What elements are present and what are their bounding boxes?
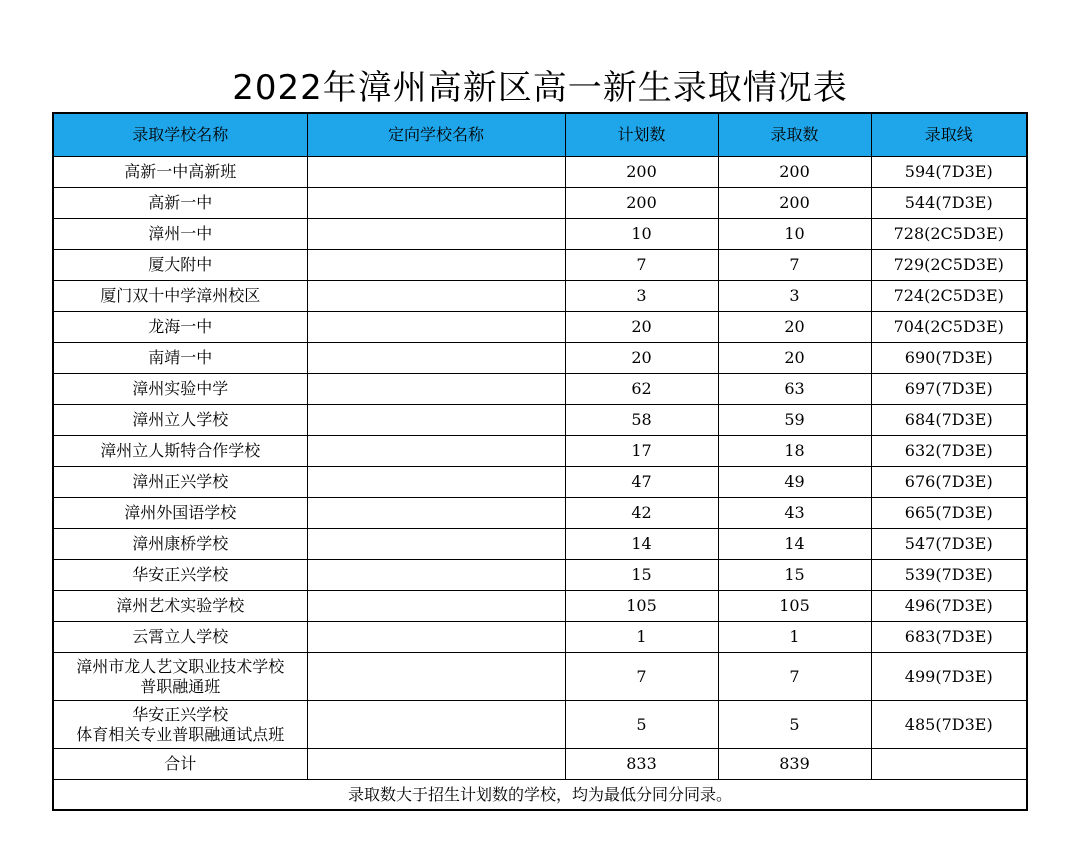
table-row [53,219,1027,250]
cell-school [53,498,307,529]
cell-admitted: 18 [718,436,871,467]
table-row [53,312,1027,343]
cell-line-score: 496(7D3E) [871,591,1027,622]
cell-target-school [307,250,565,281]
cell-target-school [307,529,565,560]
school-name-line: 高新一中高新班 [124,162,237,181]
table-row [53,343,1027,374]
cell-target-school [307,157,565,188]
cell-school [53,250,307,281]
table-row [53,467,1027,498]
cell-plan: 3 [565,281,718,312]
cell-admitted: 5 [718,701,871,749]
cell-admitted: 10 [718,219,871,250]
cell-school [53,343,307,374]
table-row [53,188,1027,219]
cell-school [53,560,307,591]
page-title: 2022年漳州高新区高一新生录取情况表 [232,68,848,108]
table-row [53,281,1027,312]
cell-target-school [307,436,565,467]
cell-plan: 15 [565,560,718,591]
school-name-line: 南靖一中 [148,348,213,367]
total-row [53,749,1027,780]
cell-target-school [307,498,565,529]
table-row [53,498,1027,529]
cell-admitted: 1 [718,622,871,653]
school-name-line: 厦门双十中学漳州校区 [100,286,261,305]
table-row [53,157,1027,188]
header-admitted: 录取数 [718,113,871,157]
cell-plan: 20 [565,343,718,374]
cell-target-school [307,591,565,622]
total-plan: 833 [565,749,718,780]
cell-school [53,653,307,701]
cell-target-school [307,701,565,749]
table-row [53,529,1027,560]
school-name-line: 漳州立人斯特合作学校 [100,441,261,460]
table-header-row [53,113,1027,157]
cell-school [53,219,307,250]
school-name-line: 华安正兴学校 [132,565,229,584]
cell-admitted: 200 [718,188,871,219]
cell-plan: 1 [565,622,718,653]
cell-line-score: 729(2C5D3E) [871,250,1027,281]
cell-target-school [307,312,565,343]
total-label: 合计 [53,749,307,780]
cell-admitted: 49 [718,467,871,498]
cell-line-score: 704(2C5D3E) [871,312,1027,343]
cell-admitted: 3 [718,281,871,312]
cell-line-score: 485(7D3E) [871,701,1027,749]
cell-line-score: 544(7D3E) [871,188,1027,219]
cell-target-school [307,374,565,405]
cell-line-score: 724(2C5D3E) [871,281,1027,312]
cell-school [53,701,307,749]
cell-admitted: 63 [718,374,871,405]
cell-line-score: 539(7D3E) [871,560,1027,591]
cell-line-score: 547(7D3E) [871,529,1027,560]
school-name-line: 漳州外国语学校 [124,503,237,522]
school-name-line: 高新一中 [148,193,213,212]
cell-school [53,188,307,219]
cell-admitted: 20 [718,312,871,343]
school-name-line: 体育相关专业普职融通试点班 [76,724,285,744]
school-name-line: 漳州实验中学 [132,379,229,398]
cell-target-school [307,653,565,701]
cell-school [53,622,307,653]
cell-plan: 7 [565,250,718,281]
school-name-line: 华安正兴学校 [132,704,229,724]
table-row [53,653,1027,701]
table-row [53,250,1027,281]
cell-plan: 20 [565,312,718,343]
note-row [53,780,1027,811]
cell-line-score: 499(7D3E) [871,653,1027,701]
table-row [53,701,1027,749]
cell-line-score: 665(7D3E) [871,498,1027,529]
table-body [53,157,1027,811]
cell-line-score: 594(7D3E) [871,157,1027,188]
cell-target-school [307,281,565,312]
school-name-line: 漳州艺术实验学校 [116,596,245,615]
cell-line-score: 690(7D3E) [871,343,1027,374]
table-row [53,560,1027,591]
cell-admitted: 105 [718,591,871,622]
cell-admitted: 20 [718,343,871,374]
cell-school [53,312,307,343]
total-line [871,749,1027,780]
cell-admitted: 15 [718,560,871,591]
total-admitted: 839 [718,749,871,780]
table-row [53,374,1027,405]
cell-plan: 47 [565,467,718,498]
cell-plan: 5 [565,701,718,749]
school-name-line: 漳州市龙人艺文职业技术学校 [76,656,285,676]
cell-plan: 7 [565,653,718,701]
cell-plan: 42 [565,498,718,529]
school-name-line: 漳州正兴学校 [132,472,229,491]
header-plan: 计划数 [565,113,718,157]
cell-plan: 105 [565,591,718,622]
header-target-school: 定向学校名称 [307,113,565,157]
cell-line-score: 632(7D3E) [871,436,1027,467]
table-row [53,405,1027,436]
school-name-line: 漳州一中 [148,224,213,243]
cell-target-school [307,560,565,591]
total-target [307,749,565,780]
cell-admitted: 43 [718,498,871,529]
cell-target-school [307,188,565,219]
cell-admitted: 14 [718,529,871,560]
school-name-line: 漳州立人学校 [132,410,229,429]
cell-target-school [307,467,565,498]
school-name-line: 普职融通班 [140,676,221,696]
school-name-line: 云霄立人学校 [132,627,229,646]
cell-admitted: 7 [718,653,871,701]
cell-plan: 10 [565,219,718,250]
cell-target-school [307,405,565,436]
cell-school [53,157,307,188]
school-name-line: 厦大附中 [148,255,213,274]
cell-admitted: 200 [718,157,871,188]
admission-table [52,112,1028,811]
cell-school [53,436,307,467]
cell-school [53,374,307,405]
cell-line-score: 683(7D3E) [871,622,1027,653]
cell-plan: 200 [565,188,718,219]
cell-target-school [307,343,565,374]
cell-line-score: 697(7D3E) [871,374,1027,405]
school-name-line: 龙海一中 [148,317,213,336]
cell-admitted: 7 [718,250,871,281]
table-row [53,591,1027,622]
cell-line-score: 676(7D3E) [871,467,1027,498]
footnote: 录取数大于招生计划数的学校，均为最低分同分同录。 [53,780,1027,811]
cell-school [53,591,307,622]
cell-school [53,529,307,560]
table-row [53,436,1027,467]
cell-line-score: 684(7D3E) [871,405,1027,436]
cell-school [53,467,307,498]
header-line: 录取线 [871,113,1027,157]
cell-line-score: 728(2C5D3E) [871,219,1027,250]
cell-target-school [307,219,565,250]
header-school: 录取学校名称 [53,113,307,157]
cell-admitted: 59 [718,405,871,436]
school-name-line: 漳州康桥学校 [132,534,229,553]
cell-plan: 62 [565,374,718,405]
cell-school [53,405,307,436]
cell-plan: 14 [565,529,718,560]
cell-school [53,281,307,312]
table-row [53,622,1027,653]
cell-plan: 200 [565,157,718,188]
cell-plan: 58 [565,405,718,436]
cell-target-school [307,622,565,653]
cell-plan: 17 [565,436,718,467]
